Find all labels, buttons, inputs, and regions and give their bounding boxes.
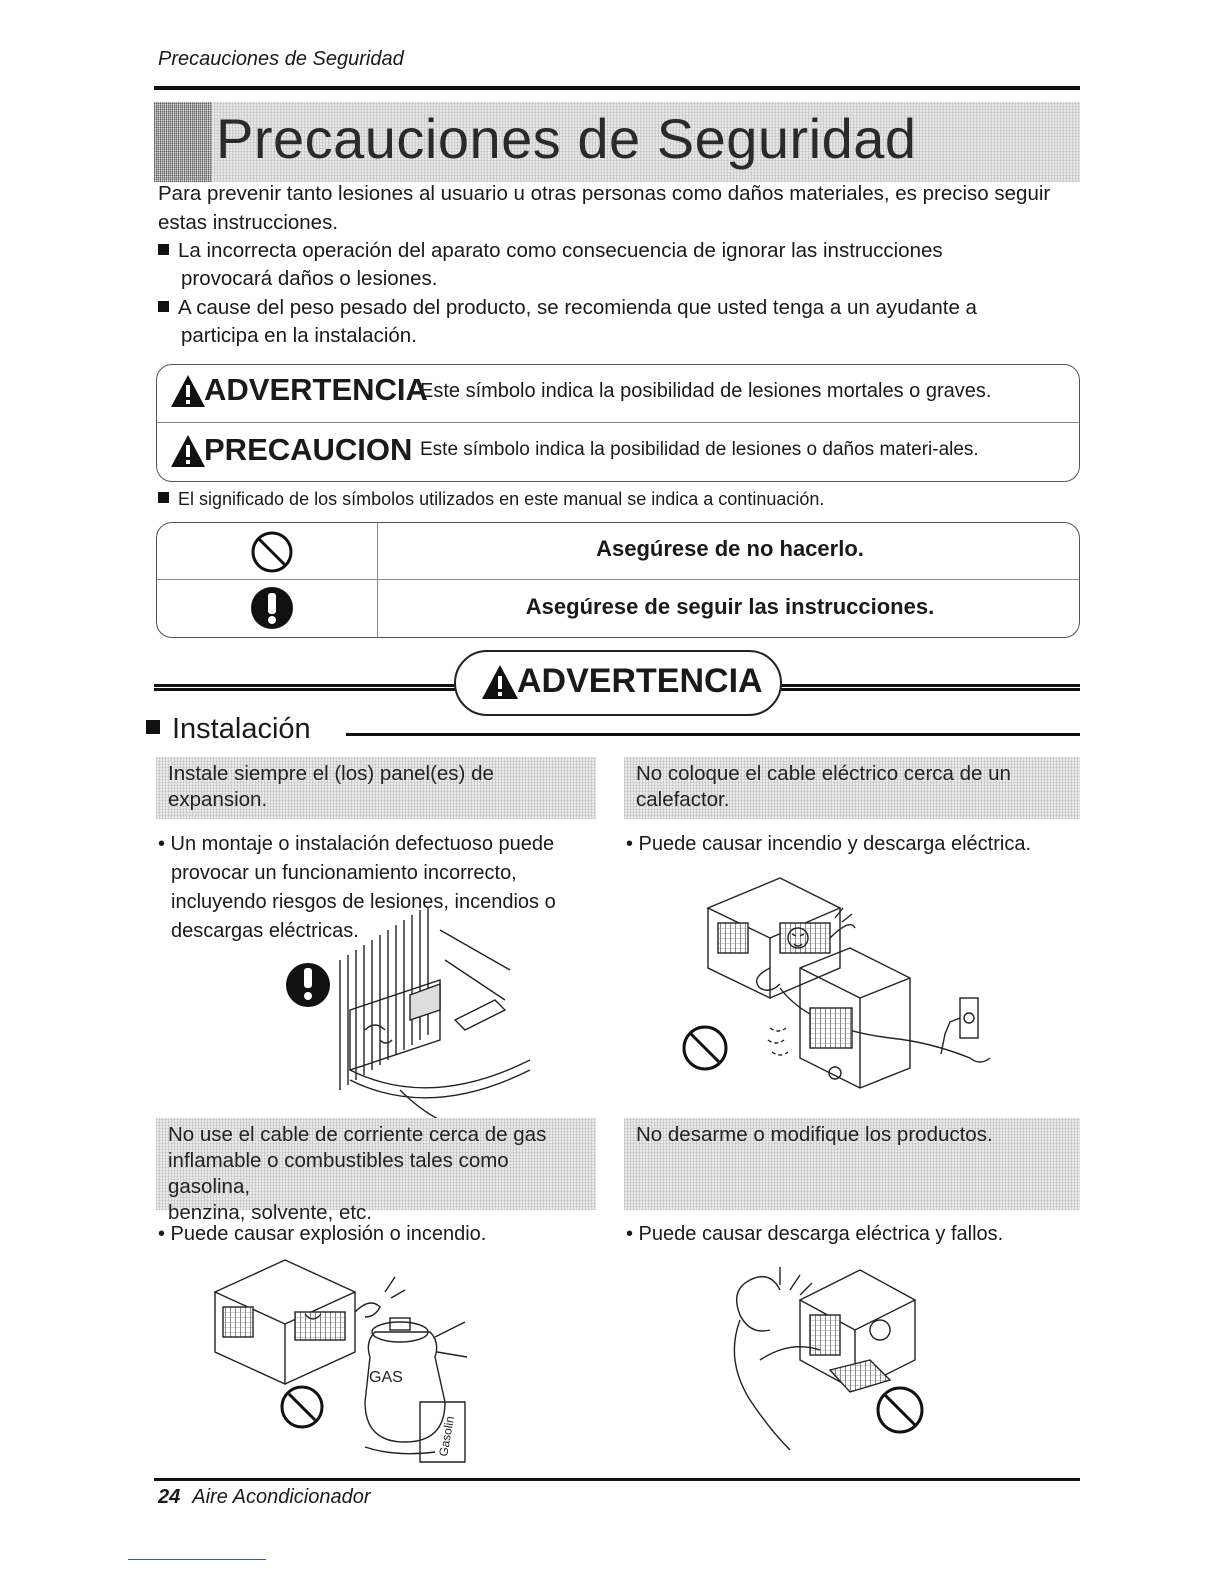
- symbol-legend-divider: [157, 422, 1079, 423]
- footer-product: Aire Acondicionador: [192, 1486, 371, 1508]
- caution-description: Este símbolo indica la posibilidad de lesiones o daños materi-ales.: [420, 439, 979, 460]
- caution-label: PRECAUCION: [204, 432, 413, 467]
- symbol-table-row-divider: [157, 579, 1079, 580]
- bullet-square-icon: [146, 720, 160, 734]
- title-banner-pattern: [154, 102, 212, 182]
- item-2-heading: [624, 757, 1080, 819]
- banner-warning-icon: [481, 664, 519, 700]
- item-1-caption-line-4: descargas eléctricas.: [171, 920, 359, 942]
- warning-triangle-icon: [170, 374, 206, 408]
- item-4-caption: [626, 1220, 1076, 1249]
- heater-cable-icon: [670, 868, 1000, 1108]
- intro-bullet-2-cont: participa en la instalación.: [181, 324, 417, 347]
- banner-rule-right: [780, 684, 1080, 691]
- prohibition-icon: [250, 530, 294, 574]
- section-rule: [346, 733, 1080, 736]
- bullet-square-icon: [158, 301, 169, 312]
- warning-label: ADVERTENCIA: [204, 372, 428, 407]
- section-title: Instalación: [172, 713, 311, 745]
- symbol-table-row-1-text: Asegúrese de no hacerlo.: [596, 536, 864, 561]
- item-3-heading-line-3: benzina, solvente, etc.: [168, 1201, 372, 1224]
- scan-artifact-line: [128, 1559, 266, 1560]
- item-3-caption: [158, 1220, 598, 1249]
- item-2-heading-line-1: No coloque el cable eléctrico cerca de un: [636, 762, 1011, 785]
- title-banner: [154, 102, 1080, 182]
- symbol-table-row-2-text: Asegúrese de seguir las instrucciones.: [525, 594, 935, 619]
- intro-paragraph: Para prevenir tanto lesiones al usuario u otras personas como daños materiales, es preciso seguir estas instrucciones.: [158, 182, 1051, 234]
- header-rule: [154, 86, 1080, 90]
- item-3-heading: [156, 1118, 596, 1224]
- item-1-heading: [156, 757, 596, 819]
- item-2-caption-line-1: • Puede causar incendio y descarga eléctrica.: [626, 833, 1032, 855]
- item-4-heading: [624, 1118, 1080, 1210]
- mandatory-icon: [250, 586, 294, 630]
- item-1-caption-line-2: provocar un funcionamiento incorrecto,: [171, 862, 517, 884]
- gas-label: GAS: [369, 1369, 403, 1386]
- item-2-heading-line-2: calefactor.: [636, 788, 730, 811]
- symbol-meaning-note: [158, 489, 824, 510]
- item-3-heading-line-2: inflamable o combustibles tales como gasolina,: [168, 1149, 509, 1198]
- gas-cylinder-icon: [205, 1252, 475, 1474]
- gasoline-label: Gasolin: [436, 1415, 458, 1458]
- item-1-heading-line-2: expansion.: [168, 788, 268, 811]
- expansion-panel-icon: [280, 900, 530, 1122]
- intro-bullet-1: [158, 237, 943, 266]
- caution-triangle-icon: [170, 434, 206, 468]
- page-title: Precauciones de Seguridad: [216, 107, 917, 170]
- item-4-caption-line-1: • Puede causar descarga eléctrica y fallos.: [626, 1223, 1004, 1245]
- bullet-square-icon: [158, 244, 169, 255]
- item-4-heading-line-1: No desarme o modifique los productos.: [636, 1123, 993, 1146]
- item-2-caption: [626, 830, 1076, 859]
- banner-rule-left: [154, 684, 456, 691]
- warning-description: Este símbolo indica la posibilidad de lesiones mortales o graves.: [420, 380, 992, 402]
- intro-bullet-2: [158, 294, 977, 323]
- symbol-meaning-text: El significado de los símbolos utilizados en este manual se indica a continuación.: [178, 489, 825, 509]
- footer-rule: [154, 1478, 1080, 1481]
- item-1-caption-line-3: incluyendo riesgos de lesiones, incendios o: [171, 891, 556, 913]
- page-number: 24: [158, 1486, 181, 1508]
- running-header: Precauciones de Seguridad: [158, 48, 404, 70]
- item-3-caption-line-1: • Puede causar explosión o incendio.: [158, 1223, 487, 1245]
- intro-bullet-1-cont: provocará daños o lesiones.: [181, 267, 438, 290]
- footer: [158, 1486, 371, 1509]
- item-3-heading-line-1: No use el cable de corriente cerca de gas: [168, 1123, 547, 1146]
- intro-bullet-2-line-1: A cause del peso pesado del producto, se recomienda que usted tenga a un ayudante a: [178, 296, 977, 319]
- bullet-square-icon: [158, 492, 169, 503]
- item-1-heading-line-1: Instale siempre el (los) panel(es) de: [168, 762, 494, 785]
- disassembly-icon: [700, 1260, 940, 1460]
- banner-label: ADVERTENCIA: [517, 662, 763, 700]
- symbol-table-column-divider: [377, 523, 378, 637]
- section-heading: [146, 713, 311, 746]
- item-1-caption-line-1: • Un montaje o instalación defectuoso puede: [158, 833, 555, 855]
- intro-bullet-1-line-1: La incorrecta operación del aparato como consecuencia de ignorar las instrucciones: [178, 239, 943, 262]
